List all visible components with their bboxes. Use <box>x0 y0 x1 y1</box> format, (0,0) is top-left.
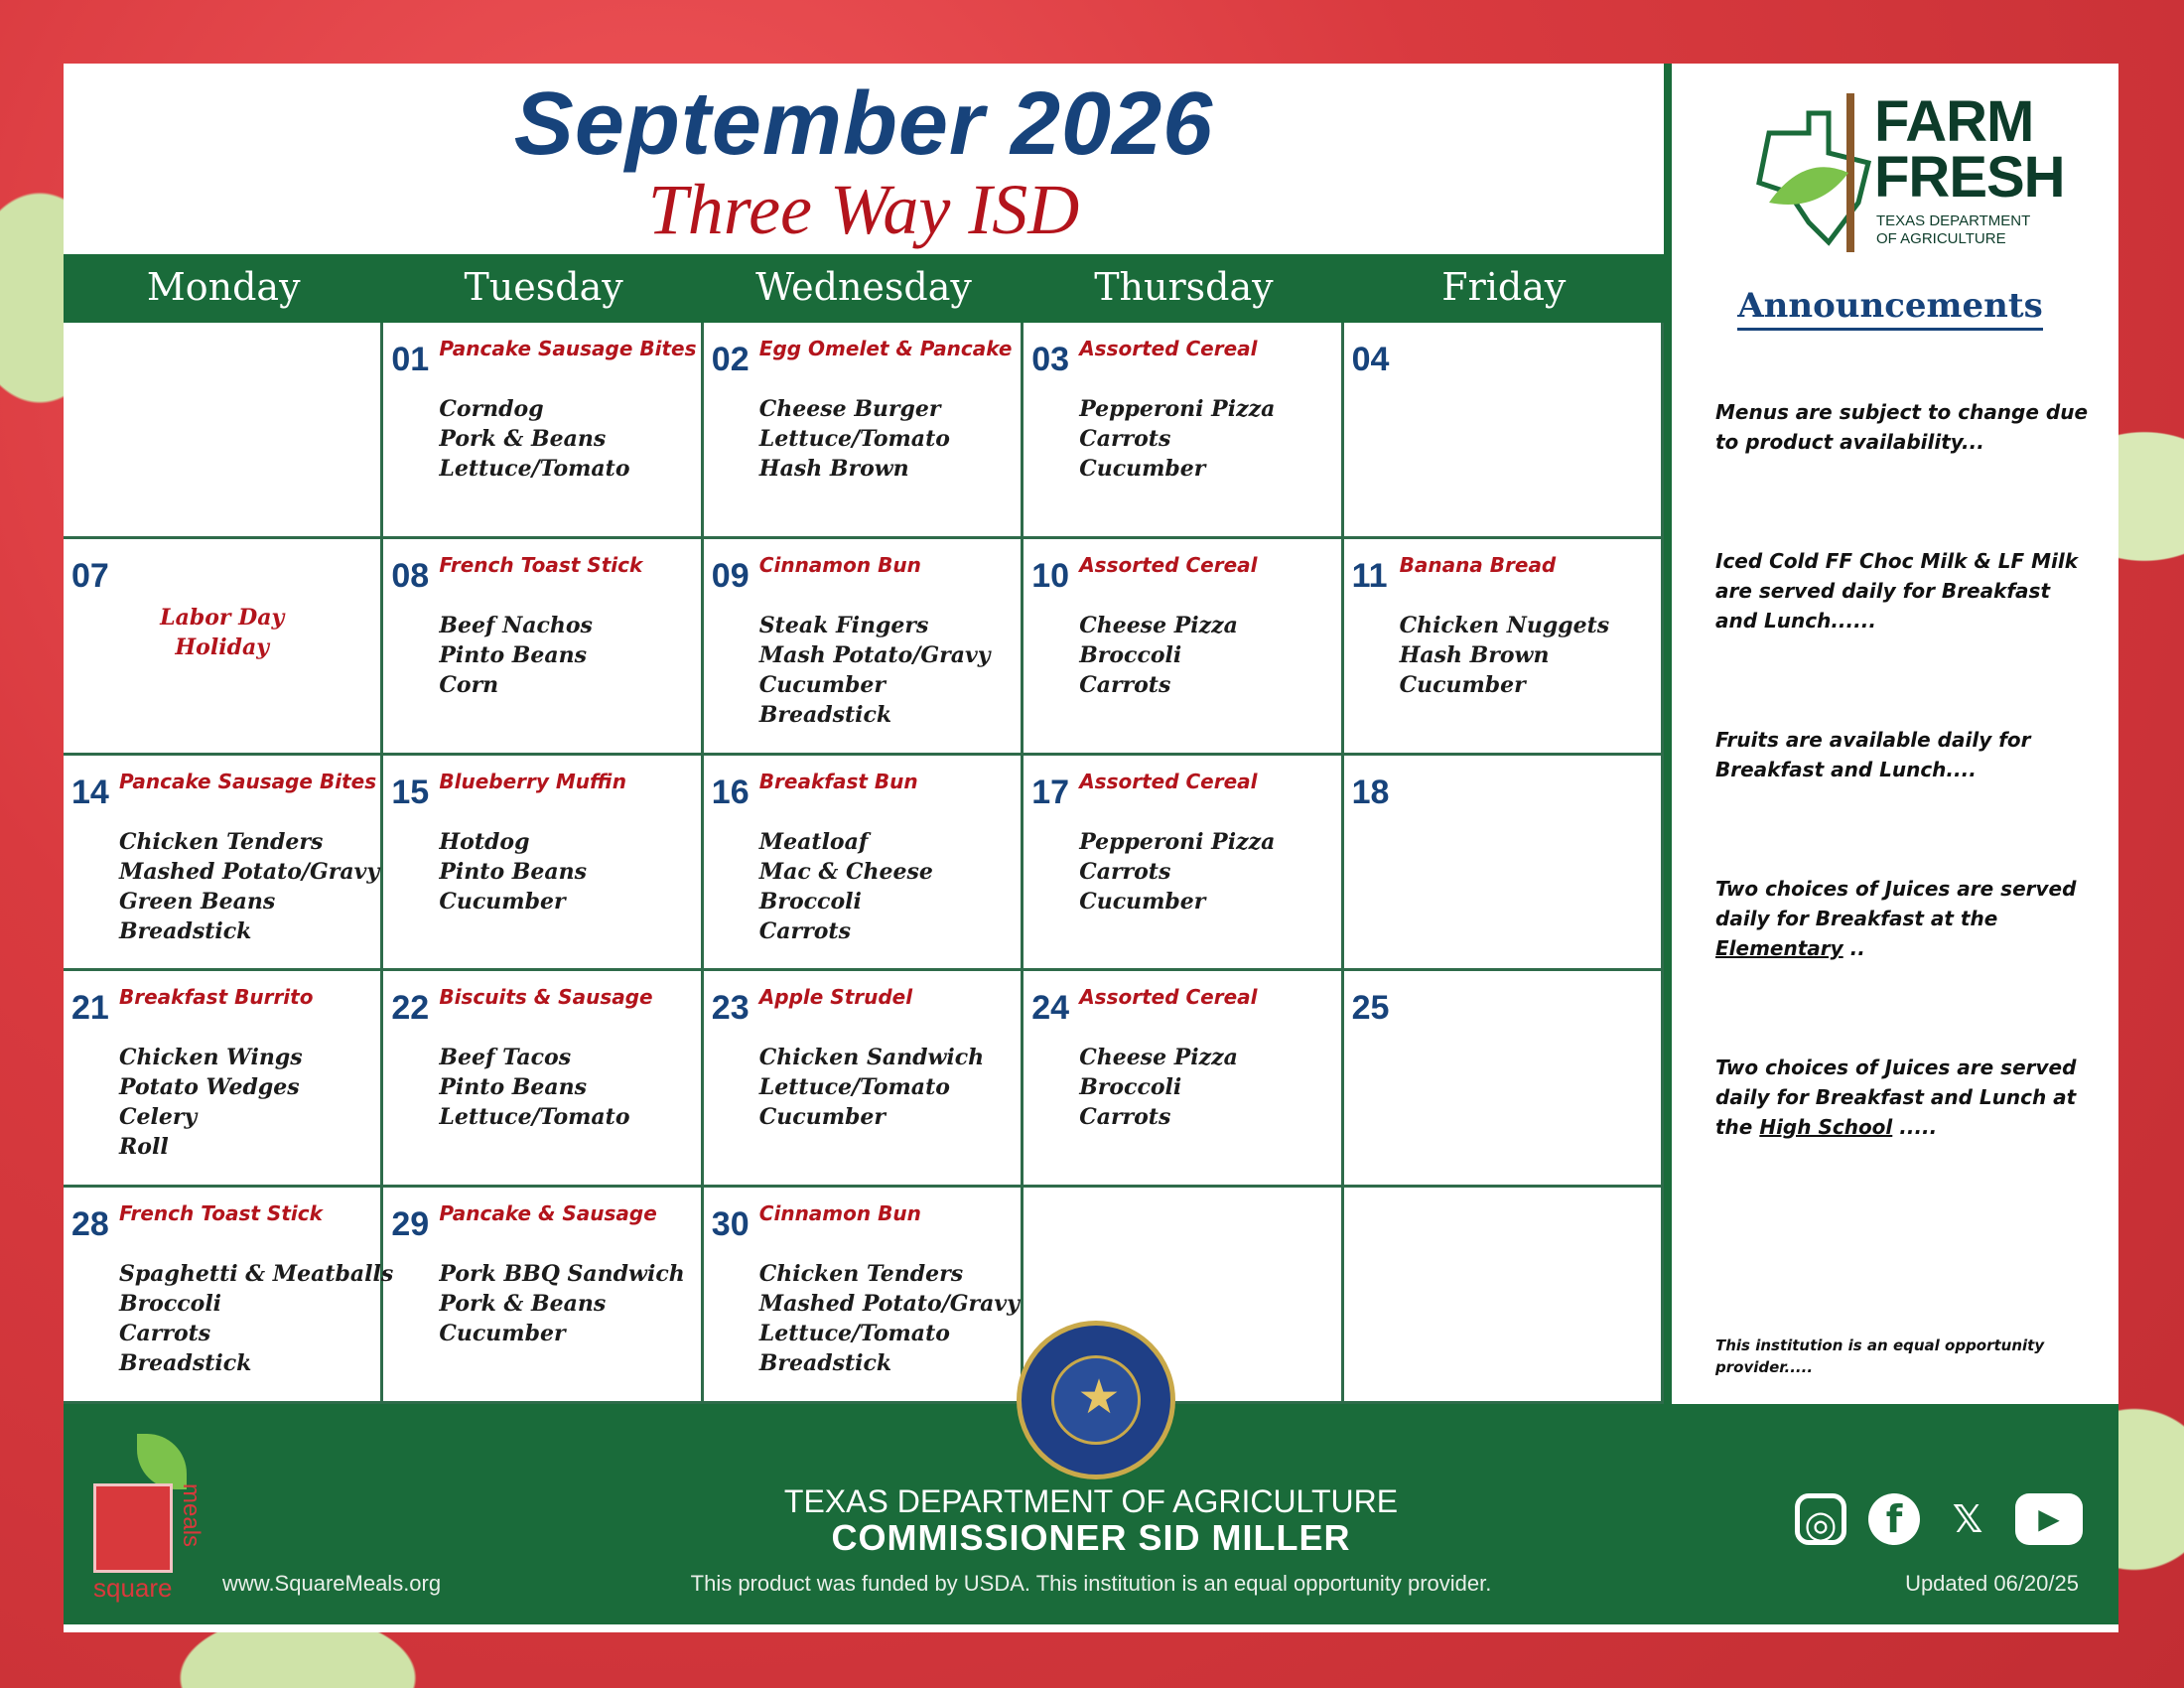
seal-inner <box>1051 1355 1141 1445</box>
lunch-item: Pork & Beans <box>439 426 607 452</box>
day-cell <box>1344 756 1664 972</box>
lunch-item: Mashed Potato/Gravy <box>119 858 380 885</box>
day-number: 09 <box>711 556 750 595</box>
breakfast-item: Pancake & Sausage <box>439 1201 657 1226</box>
lunch-item: Lettuce/Tomato <box>439 1104 630 1131</box>
announcement-text: Iced Cold FF Choc Milk & LF Milk are served daily for Breakfast and Lunch...... <box>1715 549 2079 633</box>
lunch-list <box>439 611 593 700</box>
day-cell <box>1344 971 1664 1188</box>
menu-calendar <box>64 64 2118 1632</box>
day-cell <box>704 756 1024 972</box>
day-number: 17 <box>1031 773 1070 811</box>
lunch-item: Pepperoni Pizza <box>1079 396 1276 422</box>
lunch-item: Carrots <box>1079 1104 1171 1131</box>
day-cell <box>1024 971 1343 1188</box>
weekday-header <box>64 254 1664 320</box>
lunch-item: Pepperoni Pizza <box>1079 828 1276 855</box>
lunch-item: Lettuce/Tomato <box>439 456 630 482</box>
tda-seal-icon <box>1017 1321 1175 1479</box>
lunch-item: Lettuce/Tomato <box>758 1321 950 1347</box>
breakfast-item: Assorted Cereal <box>1079 552 1258 577</box>
holiday-line: Labor Day <box>160 604 285 631</box>
lunch-item: Cucumber <box>1079 888 1206 914</box>
lunch-item: Corn <box>439 671 499 698</box>
day-number: 04 <box>1351 341 1390 378</box>
lunch-item: Chicken Wings <box>119 1045 303 1071</box>
breakfast-item: Assorted Cereal <box>1079 337 1258 360</box>
district-name: Three Way ISD <box>647 170 1080 249</box>
lunch-item: Hash Brown <box>1399 641 1550 668</box>
day-cell <box>383 539 703 756</box>
day-number: 24 <box>1031 989 1070 1028</box>
announcement-item <box>1715 397 2093 457</box>
breakfast-item: Apple Strudel <box>758 985 913 1010</box>
day-cell <box>383 971 703 1188</box>
lunch-list <box>759 394 950 484</box>
lunch-item: Chicken Tenders <box>758 1261 964 1288</box>
lunch-item: Cucumber <box>758 1104 886 1131</box>
lunch-item: Corndog <box>439 396 544 422</box>
day-number: 28 <box>71 1205 109 1244</box>
day-number: 30 <box>711 1205 750 1244</box>
weekday-thursday: Thursday <box>1094 265 1274 309</box>
announcements-title-text: Announcements <box>1737 286 2042 331</box>
breakfast-item: Blueberry Muffin <box>439 769 627 793</box>
announcement-item <box>1715 874 2093 963</box>
day-number: 15 <box>391 773 430 811</box>
lunch-item: Cucumber <box>1399 671 1526 698</box>
calendar-title: September 2026 <box>513 74 1214 174</box>
star-icon: ★ <box>1077 1371 1121 1424</box>
breakfast-item: French Toast Stick <box>439 552 643 577</box>
updated-date: Updated 06/20/25 <box>1905 1571 2079 1596</box>
lunch-item: Chicken Nuggets <box>1399 612 1610 638</box>
breakfast-item: Biscuits & Sausage <box>439 985 653 1010</box>
announcement-text: This institution is an equal opportunity provider..... <box>1715 1336 2045 1376</box>
lunch-list <box>439 827 587 916</box>
announcement-item <box>1715 546 2093 635</box>
lunch-item: Celery <box>119 1104 198 1131</box>
day-number: 08 <box>391 556 430 595</box>
announcement-underlined: High School <box>1759 1115 1893 1139</box>
day-cell <box>383 1188 703 1404</box>
holiday-label <box>64 603 380 662</box>
day-number: 21 <box>71 989 109 1028</box>
lunch-item: Cheese Pizza <box>1079 1045 1238 1071</box>
day-cell <box>64 971 383 1188</box>
lunch-item: Broccoli <box>758 888 862 914</box>
logo-square-text: square <box>93 1573 173 1603</box>
lunch-item: Carrots <box>119 1321 211 1347</box>
announcements-sidebar <box>1672 64 2118 1404</box>
announcement-text: Two choices of Juices are served daily for Breakfast at the <box>1715 877 2077 930</box>
day-number: 07 <box>71 556 109 595</box>
lunch-item: Mac & Cheese <box>758 858 933 885</box>
day-cell <box>704 539 1024 756</box>
youtube-icon[interactable]: ▶ <box>2015 1493 2083 1545</box>
lunch-item: Cheese Pizza <box>1079 612 1238 638</box>
commissioner-name: COMMISSIONER SID MILLER <box>831 1517 1351 1558</box>
lunch-list <box>1079 827 1275 916</box>
day-cell <box>1024 539 1343 756</box>
lunch-item: Breadstick <box>758 1350 892 1377</box>
lunch-item: Roll <box>119 1134 169 1161</box>
lunch-item: Lettuce/Tomato <box>758 426 950 452</box>
breakfast-item: Assorted Cereal <box>1079 769 1258 793</box>
day-cell <box>704 971 1024 1188</box>
footer <box>64 1371 2118 1624</box>
lunch-item: Cheese Burger <box>758 396 941 422</box>
farm-fresh-logo <box>1749 89 2065 262</box>
lunch-item: Cucumber <box>439 888 566 914</box>
lunch-item: Cucumber <box>1079 456 1206 482</box>
logo-farm-text: FARM <box>1874 89 2034 154</box>
lunch-item: Hash Brown <box>758 456 909 482</box>
social-links <box>1795 1493 2083 1545</box>
day-number: 29 <box>391 1205 430 1244</box>
breakfast-item: Pancake Sausage Bites <box>119 769 377 793</box>
weekday-tuesday: Tuesday <box>464 265 623 309</box>
announcement-text-end: ..... <box>1892 1115 1938 1139</box>
day-number: 01 <box>391 341 430 378</box>
sidebar-divider <box>1664 64 1672 1404</box>
announcement-text: Menus are subject to change due to product availability... <box>1715 400 2089 454</box>
lunch-list <box>759 611 991 730</box>
day-cell <box>383 323 703 539</box>
lunch-item: Cucumber <box>439 1321 566 1347</box>
lunch-item: Pork BBQ Sandwich <box>439 1261 685 1288</box>
lunch-item: Pork & Beans <box>439 1291 607 1318</box>
day-number: 18 <box>1351 773 1390 811</box>
lunch-item: Breadstick <box>119 917 252 944</box>
day-number: 16 <box>711 773 750 811</box>
announcement-text-end: .. <box>1843 936 1865 960</box>
lunch-list <box>1400 611 1610 700</box>
lunch-list <box>439 1043 629 1132</box>
breakfast-item: Egg Omelet & Pancake <box>758 337 1013 360</box>
lunch-list <box>119 1259 393 1378</box>
lunch-list <box>759 1043 984 1132</box>
announcements-title <box>1672 286 2109 326</box>
announcement-text: Two choices of Juices are served daily for Breakfast and Lunch at the <box>1715 1055 2077 1139</box>
lunch-item: Carrots <box>1079 858 1171 885</box>
leaf-icon <box>137 1434 187 1489</box>
day-number: 25 <box>1351 989 1390 1028</box>
holiday-line: Holiday <box>175 633 269 660</box>
logo-meals-text: meals <box>178 1483 205 1548</box>
day-number: 03 <box>1031 341 1070 378</box>
lunch-item: Pinto Beans <box>439 1074 588 1101</box>
logo-fresh-text: FRESH <box>1874 145 2065 210</box>
day-number: 22 <box>391 989 430 1028</box>
lunch-item: Steak Fingers <box>758 612 929 638</box>
breakfast-item: French Toast Stick <box>119 1201 323 1226</box>
announcement-item <box>1715 1335 2093 1378</box>
logo-agency-text <box>1876 212 2030 248</box>
announcement-text: Fruits are available daily for Breakfast and Lunch.... <box>1715 728 2031 781</box>
lunch-item: Chicken Sandwich <box>758 1045 985 1071</box>
lunch-item: Pinto Beans <box>439 641 588 668</box>
calendar-grid <box>64 320 1664 1404</box>
lunch-item: Hotdog <box>439 828 530 855</box>
day-number: 23 <box>711 989 750 1028</box>
lunch-item: Potato Wedges <box>119 1074 300 1101</box>
lunch-item: Spaghetti & Meatballs <box>119 1261 394 1288</box>
lunch-item: Meatloaf <box>758 828 869 855</box>
instagram-icon[interactable]: ◎ <box>1795 1493 1846 1545</box>
lunch-item: Broccoli <box>119 1291 222 1318</box>
lunch-list <box>759 827 933 946</box>
announcement-underlined: Elementary <box>1715 936 1843 960</box>
lunch-item: Beef Nachos <box>439 612 593 638</box>
breakfast-item: Cinnamon Bun <box>758 1201 921 1226</box>
lunch-item: Mash Potato/Gravy <box>758 641 991 668</box>
lunch-item: Pinto Beans <box>439 858 588 885</box>
lunch-item: Green Beans <box>119 888 276 914</box>
day-cell <box>1344 539 1664 756</box>
agency-name: TEXAS DEPARTMENT OF AGRICULTURE <box>783 1483 1399 1519</box>
breakfast-item: Breakfast Burrito <box>119 985 314 1010</box>
announcement-item <box>1715 725 2093 784</box>
lunch-item: Lettuce/Tomato <box>758 1074 950 1101</box>
breakfast-item: Cinnamon Bun <box>758 552 921 577</box>
day-cell <box>704 1188 1024 1404</box>
website-link[interactable]: www.SquareMeals.org <box>222 1571 442 1596</box>
day-number: 02 <box>711 341 750 378</box>
lunch-item: Cucumber <box>758 671 886 698</box>
texas-fork-icon <box>1749 93 1878 262</box>
weekday-friday: Friday <box>1441 265 1567 309</box>
lunch-list <box>1079 1043 1238 1132</box>
day-cell <box>704 323 1024 539</box>
weekday-wednesday: Wednesday <box>755 265 972 309</box>
announcement-item <box>1715 1053 2093 1142</box>
lunch-list <box>1079 394 1275 484</box>
lunch-item: Broccoli <box>1079 641 1182 668</box>
day-cell <box>64 323 383 539</box>
day-cell <box>64 539 383 756</box>
breakfast-item: Pancake Sausage Bites <box>439 337 697 360</box>
day-cell <box>1344 1188 1664 1404</box>
logo-agency-line1: TEXAS DEPARTMENT <box>1876 212 2031 229</box>
breakfast-item: Banana Bread <box>1399 552 1557 577</box>
lunch-list <box>439 394 629 484</box>
usda-disclaimer: This product was funded by USDA. This institution is an equal opportunity provider. <box>690 1571 1492 1596</box>
lunch-list <box>119 1043 303 1162</box>
lunch-item: Breadstick <box>119 1350 252 1377</box>
day-cell <box>1024 323 1343 539</box>
day-number: 11 <box>1351 556 1388 595</box>
facebook-icon[interactable]: f <box>1868 1493 1920 1545</box>
lunch-item: Carrots <box>1079 671 1171 698</box>
lunch-list <box>759 1259 1020 1378</box>
day-number: 14 <box>71 773 109 811</box>
day-cell <box>1344 323 1664 539</box>
weekday-monday: Monday <box>146 265 301 309</box>
lunch-item: Breadstick <box>758 701 892 728</box>
lunch-item: Chicken Tenders <box>119 828 324 855</box>
day-cell <box>383 756 703 972</box>
lunch-item: Carrots <box>1079 426 1171 452</box>
x-icon[interactable]: 𝕏 <box>1952 1497 1983 1541</box>
lunch-list <box>439 1259 684 1348</box>
logo-agency-line2: OF AGRICULTURE <box>1876 230 2006 247</box>
day-cell <box>64 756 383 972</box>
day-cell <box>64 1188 394 1404</box>
lunch-list <box>119 827 379 946</box>
lunch-list <box>1079 611 1238 700</box>
day-cell <box>1024 756 1343 972</box>
breakfast-item: Assorted Cereal <box>1079 985 1258 1010</box>
lunch-item: Carrots <box>758 917 851 944</box>
breakfast-item: Breakfast Bun <box>758 769 918 793</box>
lunch-item: Beef Tacos <box>439 1045 572 1071</box>
lunch-item: Broccoli <box>1079 1074 1182 1101</box>
day-number: 10 <box>1031 556 1070 595</box>
lunch-item: Mashed Potato/Gravy <box>758 1291 1020 1318</box>
